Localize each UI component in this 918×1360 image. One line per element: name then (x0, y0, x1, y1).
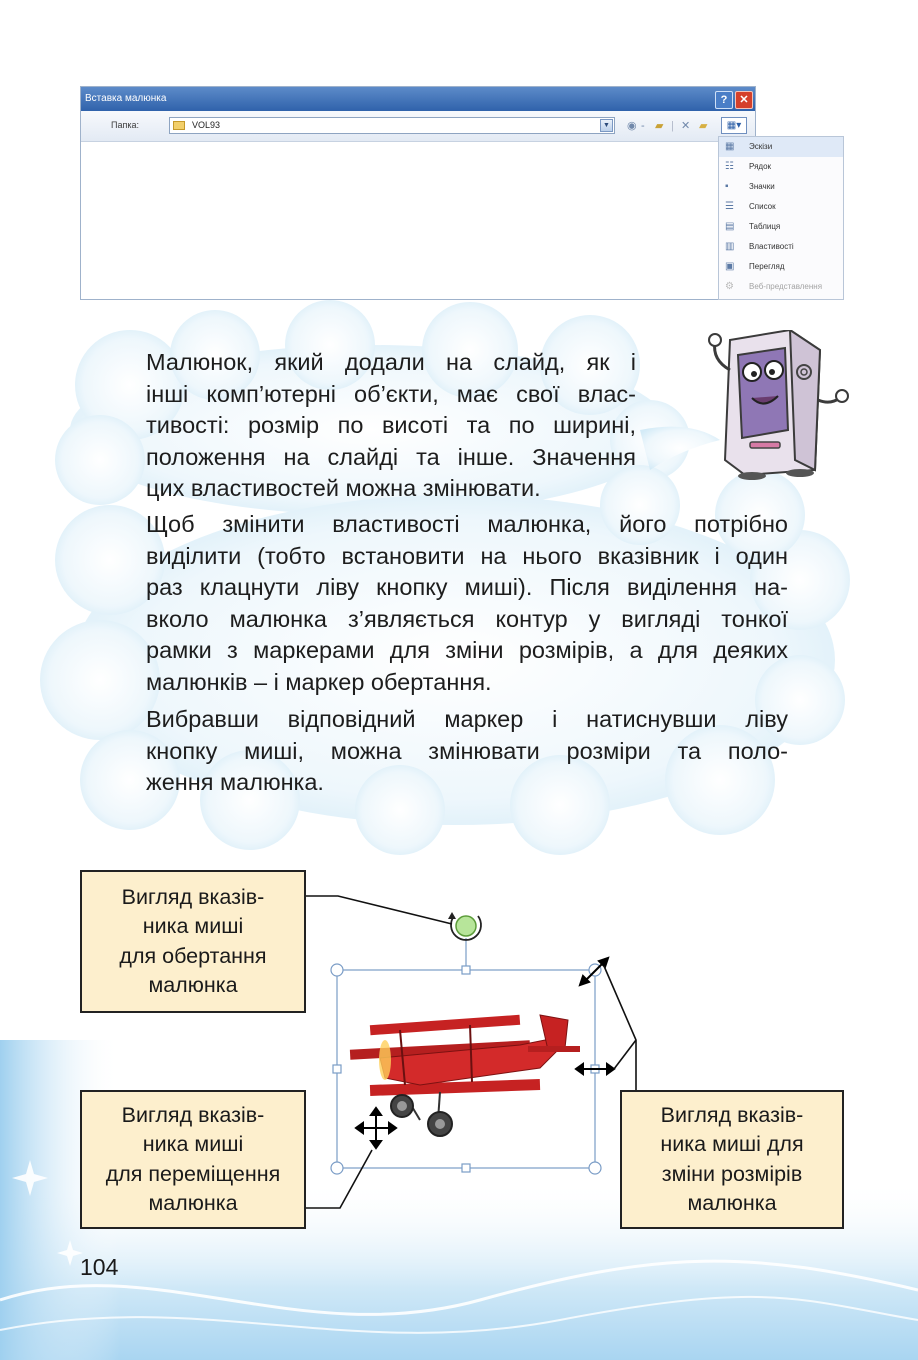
properties-icon: ▥ (725, 241, 735, 252)
web-view-icon: ⚙ (725, 281, 734, 292)
side-handle (462, 1164, 470, 1172)
text-line: виділити (тобто встановити на нього вказівник і один (146, 542, 788, 569)
callout-line: Вигляд вказів- (660, 1102, 804, 1127)
callout-line: малюнка (148, 973, 238, 997)
separator-icon: | (671, 120, 674, 132)
text-line: Малюнок, який додали на слайд, як і (146, 349, 636, 375)
corner-handle (589, 1162, 601, 1174)
triplane-image (350, 1015, 580, 1136)
menu-item-label: Список (749, 202, 776, 211)
menu-item-label: Рядок (749, 162, 772, 171)
text-line: Вибравши відповідний маркер і натиснувши ліву (146, 706, 788, 732)
new-folder-icon[interactable]: ▰ (699, 120, 708, 132)
callout-line: зміни розмірів (661, 1161, 803, 1186)
corner-handle (331, 1162, 343, 1174)
back-icon[interactable]: ◉ (627, 120, 637, 132)
rotate-leader-line (305, 896, 452, 924)
page-number: 104 (80, 1254, 119, 1280)
menu-item-label: Властивості (749, 242, 794, 251)
callout-line: ника миші для (660, 1132, 804, 1156)
text-line: кнопку миші, можна змінювати розміри та поло- (146, 737, 788, 764)
side-handle (462, 966, 470, 974)
move-leader-line (305, 1150, 372, 1208)
text-line: раз клацнути ліву кнопку миші). Після виділення на- (146, 574, 788, 600)
callout-rotate (80, 870, 306, 1013)
tiles-icon: ☷ (725, 161, 734, 172)
text-line: вколо малюнка з’являється контур у вигляді тонкої (146, 605, 788, 632)
delete-icon[interactable]: ✕ (681, 120, 691, 132)
menu-item-label: Веб-представлення (749, 282, 823, 291)
text-line: інші комп’ютерні об’єкти, має свої влас- (146, 380, 636, 407)
icons-icon: ▪ (725, 181, 729, 192)
close-icon[interactable]: ✕ (735, 91, 753, 109)
callout-move (80, 1090, 306, 1229)
move-cursor-icon (356, 1108, 396, 1148)
callout-line: для обертання (119, 943, 267, 968)
views-button[interactable]: ▦▾ (721, 117, 747, 134)
callout-line: Вигляд вказів- (121, 884, 265, 909)
separator-icon: - (641, 120, 645, 132)
text-line: положення на слайді та інше. Значення (146, 443, 636, 470)
thumbnails-icon: ▦ (725, 141, 735, 152)
menu-item-label: Таблиця (749, 222, 781, 231)
text-line: рамки з маркерами для зміни розмірів, а для деяких (146, 637, 788, 663)
chevron-down-icon[interactable]: ▼ (600, 119, 613, 132)
menu-item-label: Эскізи (749, 142, 773, 151)
menu-item-label: Перегляд (749, 262, 785, 271)
callout-line: Вигляд вказів- (121, 1102, 265, 1127)
text-line: цих властивостей можна змінювати. (146, 475, 541, 501)
side-handle (333, 1065, 341, 1073)
folder-value: VOL93 (192, 120, 221, 130)
text-line: ження малюнка. (146, 769, 324, 795)
list-icon: ☰ (725, 201, 734, 212)
up-folder-icon[interactable]: ▰ (655, 120, 664, 132)
callout-line: малюнка (687, 1191, 777, 1215)
text-line: малюнків – і маркер обертання. (146, 668, 492, 695)
text-line: тивості: розмір по висоті та по ширині, (146, 412, 636, 438)
folder-label: Папка: (111, 120, 139, 130)
details-icon: ▤ (725, 221, 735, 232)
callout-line: малюнка (148, 1191, 238, 1215)
diagonal-resize-cursor-icon (580, 958, 608, 985)
corner-handle (331, 964, 343, 976)
dialog-title: Вставка малюнка (85, 93, 167, 104)
callout-line: ника миші (142, 914, 244, 938)
callout-line: ника миші (142, 1132, 244, 1156)
preview-icon: ▣ (725, 261, 735, 272)
rotation-handle (456, 916, 476, 936)
callout-line: для переміщення (105, 1161, 281, 1186)
text-line: Щоб змінити властивості малюнка, його потрібно (146, 511, 788, 537)
menu-item-label: Значки (749, 182, 775, 191)
help-icon[interactable]: ? (715, 91, 733, 109)
callout-resize (620, 1090, 844, 1229)
